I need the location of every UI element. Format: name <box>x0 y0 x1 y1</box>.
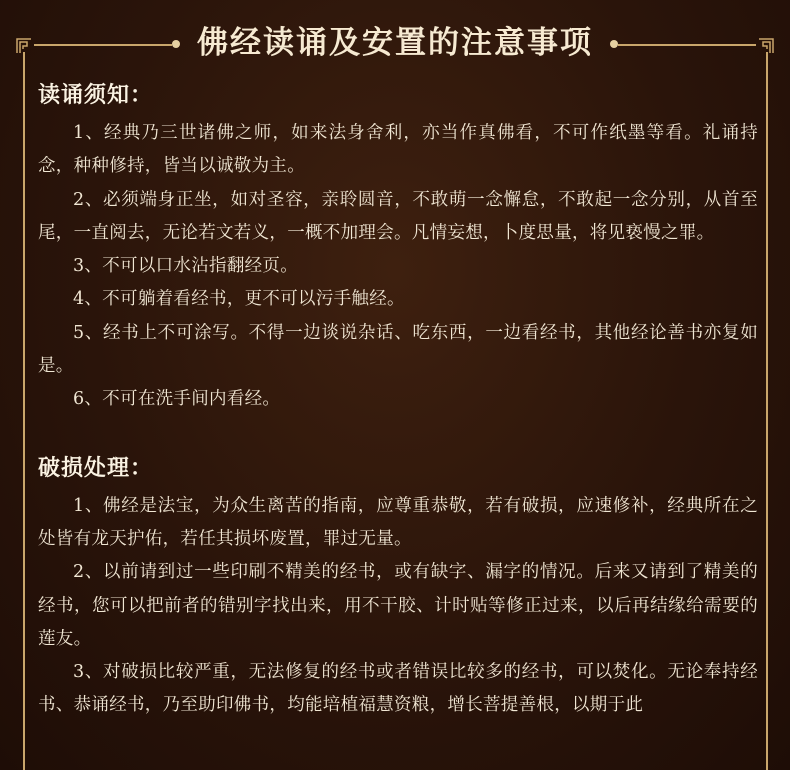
list-item: 2、必须端身正坐，如对圣容，亲聆圆音，不敢萌一念懈怠，不敢起一念分别，从首至尾，一直阅去，无论若文若义，一概不加理会。凡情妄想，卜度思量，将见亵慢之罪。 <box>38 189 758 243</box>
title-rule-left <box>34 44 172 46</box>
section-heading-damage: 破损处理： <box>38 455 154 481</box>
corner-ornament-left-icon <box>16 38 32 54</box>
damage-handling-list <box>38 490 758 723</box>
section-heading-reading: 读诵须知： <box>38 83 154 108</box>
list-item: 5、经书上不可涂写。不得一边谈说杂话、吃东西，一边看经书，其他经论善书亦复如是。 <box>38 322 758 377</box>
title-dot-right <box>610 40 618 48</box>
corner-ornament-right-icon <box>758 38 774 54</box>
frame-right-border <box>766 52 768 770</box>
title-rule-right <box>618 44 756 46</box>
list-item: 1、经典乃三世诸佛之师，如来法身舍利，亦当作真佛看，不可作纸墨等看。礼诵持念，种种修持，皆当以诚敬为主。 <box>38 123 758 177</box>
list-item: 1、佛经是法宝，为众生离苦的指南，应尊重恭敬，若有破损，应速修补，经典所在之处皆有龙天护佑，若任其损坏废置，罪过无量。 <box>38 495 758 549</box>
frame-left-border <box>23 52 25 770</box>
list-item: 6、不可在洗手间内看经。 <box>73 389 281 410</box>
list-item: 3、对破损比较严重，无法修复的经书或者错误比较多的经书，可以焚化。无论奉持经书、恭诵经书，乃至助印佛书，均能培植福慧资粮，增长菩提善根，以期于此 <box>38 662 758 716</box>
page-title: 佛经读诵及安置的注意事项 <box>197 25 593 61</box>
list-item: 3、不可以口水沾指翻经页。 <box>73 256 299 277</box>
list-item: 4、不可躺着看经书，更不可以污手触经。 <box>73 289 405 310</box>
title-dot-left <box>172 40 180 48</box>
main-content <box>38 78 758 723</box>
list-item: 2、以前请到过一些印刷不精美的经书，或有缺字、漏字的情况。后来又请到了精美的经书，您可以把前者的错别字找出来，用不干胶、计时贴等修正过来，以后再结缘给需要的莲友。 <box>38 562 758 649</box>
reading-rules-list <box>38 117 758 417</box>
